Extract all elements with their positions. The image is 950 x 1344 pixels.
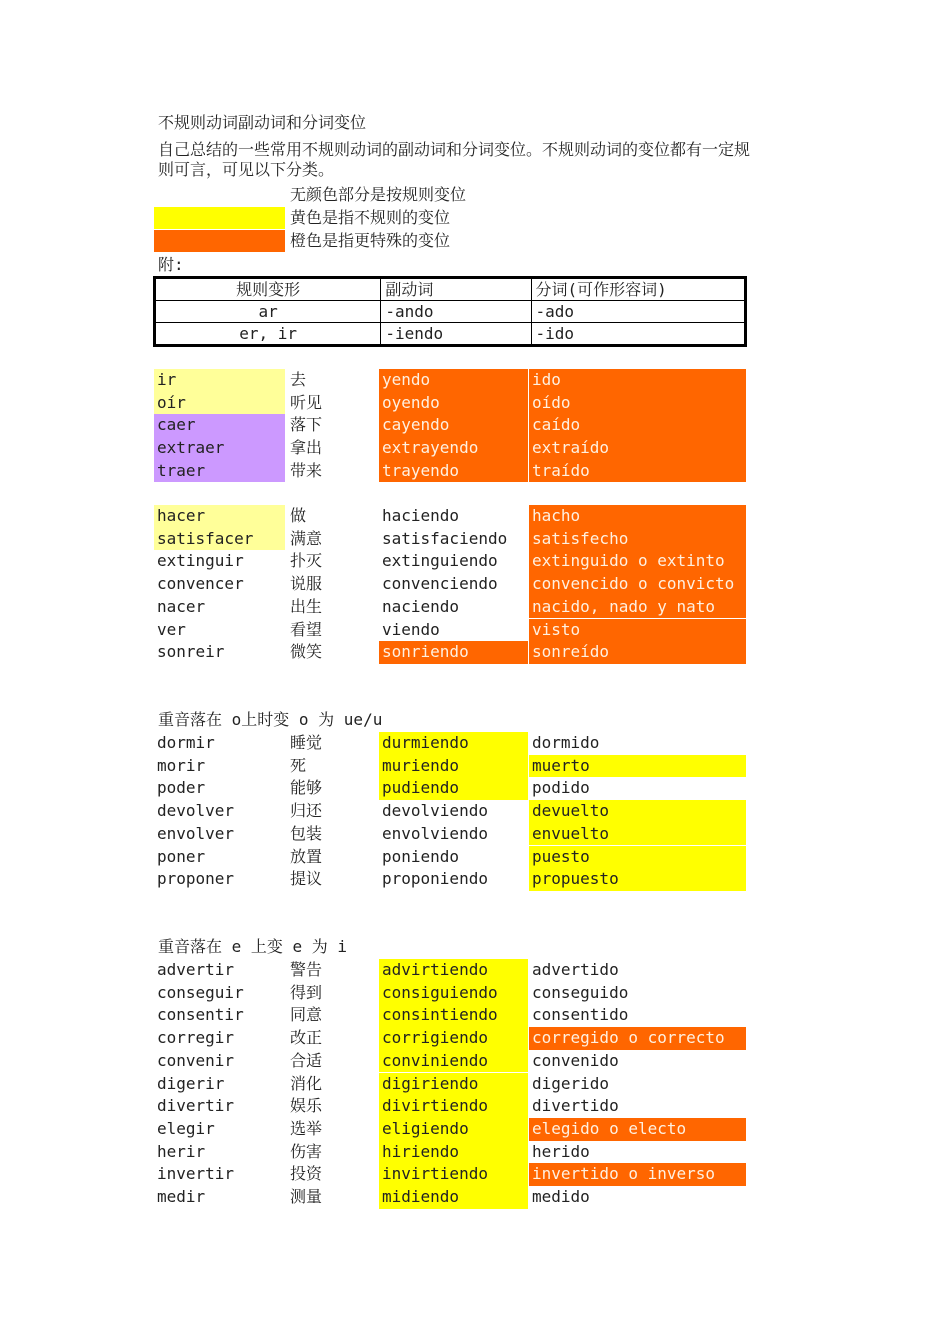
- verb-cell: medir: [157, 1187, 206, 1206]
- gerund-cell: muriendo: [379, 755, 528, 778]
- verb-row: [0, 1186, 950, 1209]
- verb-cell: proponer: [157, 869, 235, 889]
- table-cell: -ado: [531, 301, 745, 323]
- gerund-cell: consiguiendo: [379, 982, 528, 1005]
- verb-row: [0, 641, 950, 664]
- gerund-cell: midiendo: [379, 1186, 528, 1209]
- verb-cell: herir: [157, 1141, 206, 1161]
- meaning-cell: 伤害: [290, 1141, 323, 1161]
- meaning-cell: 同意: [290, 1005, 323, 1025]
- section-heading-e-i: 重音落在 e 上变 e 为 i: [158, 937, 348, 956]
- verb-row: [0, 528, 950, 551]
- verb-row: [0, 959, 950, 982]
- meaning-cell: 合适: [290, 1050, 323, 1070]
- verb-cell: oír: [154, 392, 285, 415]
- table-cell: -iendo: [381, 323, 531, 346]
- table-cell: ar: [155, 301, 381, 323]
- verb-row: [0, 1004, 950, 1027]
- verb-row: [0, 868, 950, 891]
- verb-cell: digerir: [157, 1073, 225, 1093]
- participle-cell: caído: [529, 414, 746, 437]
- meaning-cell: 投资: [290, 1164, 323, 1184]
- verb-row: [0, 823, 950, 846]
- verb-row: [0, 1050, 950, 1073]
- verb-row: [0, 414, 950, 437]
- meaning-cell: 扑灭: [290, 551, 323, 571]
- meaning-cell: 睡觉: [290, 733, 323, 752]
- gerund-cell: trayendo: [379, 460, 528, 483]
- verb-row: [0, 573, 950, 596]
- table-header-row: [155, 278, 746, 301]
- verb-cell: extinguir: [157, 551, 244, 571]
- gerund-cell: viendo: [382, 619, 440, 639]
- participle-cell: oído: [529, 392, 746, 415]
- verb-row: [0, 1163, 950, 1186]
- verb-cell: convencer: [157, 574, 244, 594]
- participle-cell: consentido: [532, 1005, 629, 1025]
- gerund-cell: naciendo: [382, 596, 460, 616]
- appendix-label: 附:: [158, 255, 184, 274]
- verb-row: [0, 1027, 950, 1050]
- verb-row: [0, 460, 950, 483]
- verb-cell: ver: [157, 619, 186, 639]
- verb-cell: caer: [154, 414, 285, 437]
- participle-cell: divertido: [532, 1096, 619, 1116]
- header-gerund: 副动词: [381, 278, 531, 301]
- verb-row: [0, 1073, 950, 1096]
- verb-cell: poner: [157, 846, 206, 866]
- participle-cell: extraído: [529, 437, 746, 460]
- verb-row: [0, 596, 950, 619]
- gerund-cell: oyendo: [379, 392, 528, 415]
- gerund-cell: digiriendo: [379, 1073, 528, 1096]
- verb-cell: convenir: [157, 1050, 235, 1070]
- gerund-cell: haciendo: [382, 506, 460, 525]
- verb-row: [0, 732, 950, 755]
- participle-cell: puesto: [529, 846, 746, 869]
- gerund-cell: divirtiendo: [379, 1095, 528, 1118]
- gerund-cell: corrigiendo: [379, 1027, 528, 1050]
- participle-cell: devuelto: [529, 800, 746, 823]
- meaning-cell: 拿出: [290, 438, 323, 458]
- gerund-cell: extinguiendo: [382, 551, 498, 571]
- gerund-cell: hiriendo: [379, 1141, 528, 1164]
- verb-row: [0, 777, 950, 800]
- table-cell: -ido: [531, 323, 745, 346]
- meaning-cell: 落下: [290, 415, 323, 435]
- participle-cell: convenido: [532, 1050, 619, 1070]
- table-row: [155, 301, 746, 323]
- meaning-cell: 能够: [290, 778, 323, 798]
- meaning-cell: 娱乐: [290, 1096, 323, 1116]
- meaning-cell: 满意: [290, 528, 323, 548]
- participle-cell: muerto: [529, 755, 746, 778]
- meaning-cell: 消化: [290, 1073, 323, 1093]
- verb-cell: hacer: [154, 505, 285, 528]
- meaning-cell: 听见: [290, 392, 323, 412]
- gerund-cell: yendo: [379, 369, 528, 392]
- verb-cell: ir: [154, 369, 285, 392]
- gerund-cell: consintiendo: [379, 1004, 528, 1027]
- meaning-cell: 看望: [290, 619, 323, 639]
- gerund-cell: convenciendo: [382, 574, 498, 594]
- participle-cell: hacho: [529, 505, 746, 528]
- participle-cell: sonreído: [529, 641, 746, 664]
- participle-cell: traído: [529, 460, 746, 483]
- participle-cell: elegido o electo: [529, 1118, 746, 1141]
- header-participle: 分词(可作形容词): [531, 278, 745, 301]
- gerund-cell: conviniendo: [379, 1050, 528, 1073]
- gerund-cell: durmiendo: [379, 732, 528, 755]
- meaning-cell: 测量: [290, 1187, 323, 1206]
- verb-cell: envolver: [157, 823, 235, 843]
- verb-cell: sonreir: [157, 642, 225, 662]
- gerund-cell: pudiendo: [379, 777, 528, 800]
- verb-cell: divertir: [157, 1096, 235, 1116]
- page-title: 不规则动词副动词和分词变位: [158, 113, 367, 132]
- verb-cell: dormir: [157, 733, 215, 752]
- verb-cell: conseguir: [157, 982, 244, 1002]
- verb-row: [0, 1118, 950, 1141]
- verb-row: [0, 1141, 950, 1164]
- table-cell: -ando: [381, 301, 531, 323]
- participle-cell: envuelto: [529, 823, 746, 846]
- meaning-cell: 提议: [290, 869, 323, 889]
- meaning-cell: 归还: [290, 801, 323, 821]
- verb-row: [0, 619, 950, 642]
- meaning-cell: 说服: [290, 574, 323, 594]
- participle-cell: propuesto: [529, 868, 746, 891]
- meaning-cell: 死: [290, 755, 307, 775]
- participle-cell: convencido o convicto: [529, 573, 746, 596]
- legend-yellow-swatch: [154, 207, 285, 229]
- meaning-cell: 包装: [290, 823, 323, 843]
- verb-row: [0, 755, 950, 778]
- verb-row: [0, 369, 950, 392]
- header-rule: 规则变形: [155, 278, 381, 301]
- verb-row: [0, 1095, 950, 1118]
- participle-cell: podido: [532, 778, 590, 798]
- participle-cell: ido: [529, 369, 746, 392]
- legend-orange: 橙色是指更特殊的变位: [290, 231, 451, 250]
- verb-cell: corregir: [157, 1028, 235, 1048]
- participle-cell: digerido: [532, 1073, 610, 1093]
- meaning-cell: 选举: [290, 1118, 323, 1138]
- verb-row: [0, 437, 950, 460]
- intro-text: 自己总结的一些常用不规则动词的副动词和分词变位。不规则动词的变位都有一定规则可言，可见以下分类。: [158, 140, 751, 179]
- meaning-cell: 得到: [290, 982, 323, 1002]
- section-heading-o-ue: 重音落在 o上时变 o 为 ue/u: [158, 710, 383, 729]
- participle-cell: visto: [529, 619, 746, 642]
- participle-cell: medido: [532, 1187, 590, 1206]
- verb-cell: traer: [154, 460, 285, 483]
- gerund-cell: advirtiendo: [379, 959, 528, 982]
- gerund-cell: sonriendo: [379, 641, 528, 664]
- meaning-cell: 放置: [290, 846, 323, 866]
- participle-cell: extinguido o extinto: [529, 550, 746, 573]
- verb-row: [0, 505, 950, 528]
- verb-cell: advertir: [157, 960, 235, 979]
- verb-row: [0, 846, 950, 869]
- verb-cell: devolver: [157, 801, 235, 821]
- verb-cell: poder: [157, 778, 206, 798]
- participle-cell: invertido o inverso: [529, 1163, 746, 1186]
- gerund-cell: devolviendo: [382, 801, 488, 821]
- verb-cell: invertir: [157, 1164, 235, 1184]
- verb-cell: morir: [157, 755, 206, 775]
- gerund-cell: eligiendo: [379, 1118, 528, 1141]
- participle-cell: nacido, nado y nato: [529, 596, 746, 619]
- table-cell: er, ir: [155, 323, 381, 346]
- verb-cell: satisfacer: [154, 528, 285, 551]
- legend-none: 无颜色部分是按规则变位: [290, 185, 467, 204]
- verb-cell: nacer: [157, 596, 206, 616]
- rules-table: [153, 276, 747, 347]
- meaning-cell: 做: [290, 506, 307, 525]
- meaning-cell: 出生: [290, 596, 323, 616]
- verb-cell: consentir: [157, 1005, 244, 1025]
- participle-cell: corregido o correcto: [529, 1027, 746, 1050]
- verb-row: [0, 550, 950, 573]
- verb-row: [0, 392, 950, 415]
- legend-yellow: 黄色是指不规则的变位: [290, 208, 451, 227]
- meaning-cell: 微笑: [290, 642, 323, 662]
- verb-cell: elegir: [157, 1118, 215, 1138]
- gerund-cell: envolviendo: [382, 823, 488, 843]
- participle-cell: herido: [532, 1141, 590, 1161]
- gerund-cell: proponiendo: [382, 869, 488, 889]
- meaning-cell: 带来: [290, 460, 323, 480]
- gerund-cell: cayendo: [379, 414, 528, 437]
- table-row: [155, 323, 746, 346]
- verb-cell: extraer: [154, 437, 285, 460]
- participle-cell: advertido: [532, 960, 619, 979]
- gerund-cell: poniendo: [382, 846, 460, 866]
- meaning-cell: 警告: [290, 960, 323, 979]
- gerund-cell: invirtiendo: [379, 1163, 528, 1186]
- gerund-cell: satisfaciendo: [382, 528, 508, 548]
- meaning-cell: 改正: [290, 1028, 323, 1048]
- participle-cell: conseguido: [532, 982, 629, 1002]
- verb-row: [0, 982, 950, 1005]
- gerund-cell: extrayendo: [379, 437, 528, 460]
- legend-orange-swatch: [154, 230, 285, 252]
- verb-row: [0, 800, 950, 823]
- meaning-cell: 去: [290, 370, 307, 389]
- participle-cell: satisfecho: [529, 528, 746, 551]
- participle-cell: dormido: [532, 733, 600, 752]
